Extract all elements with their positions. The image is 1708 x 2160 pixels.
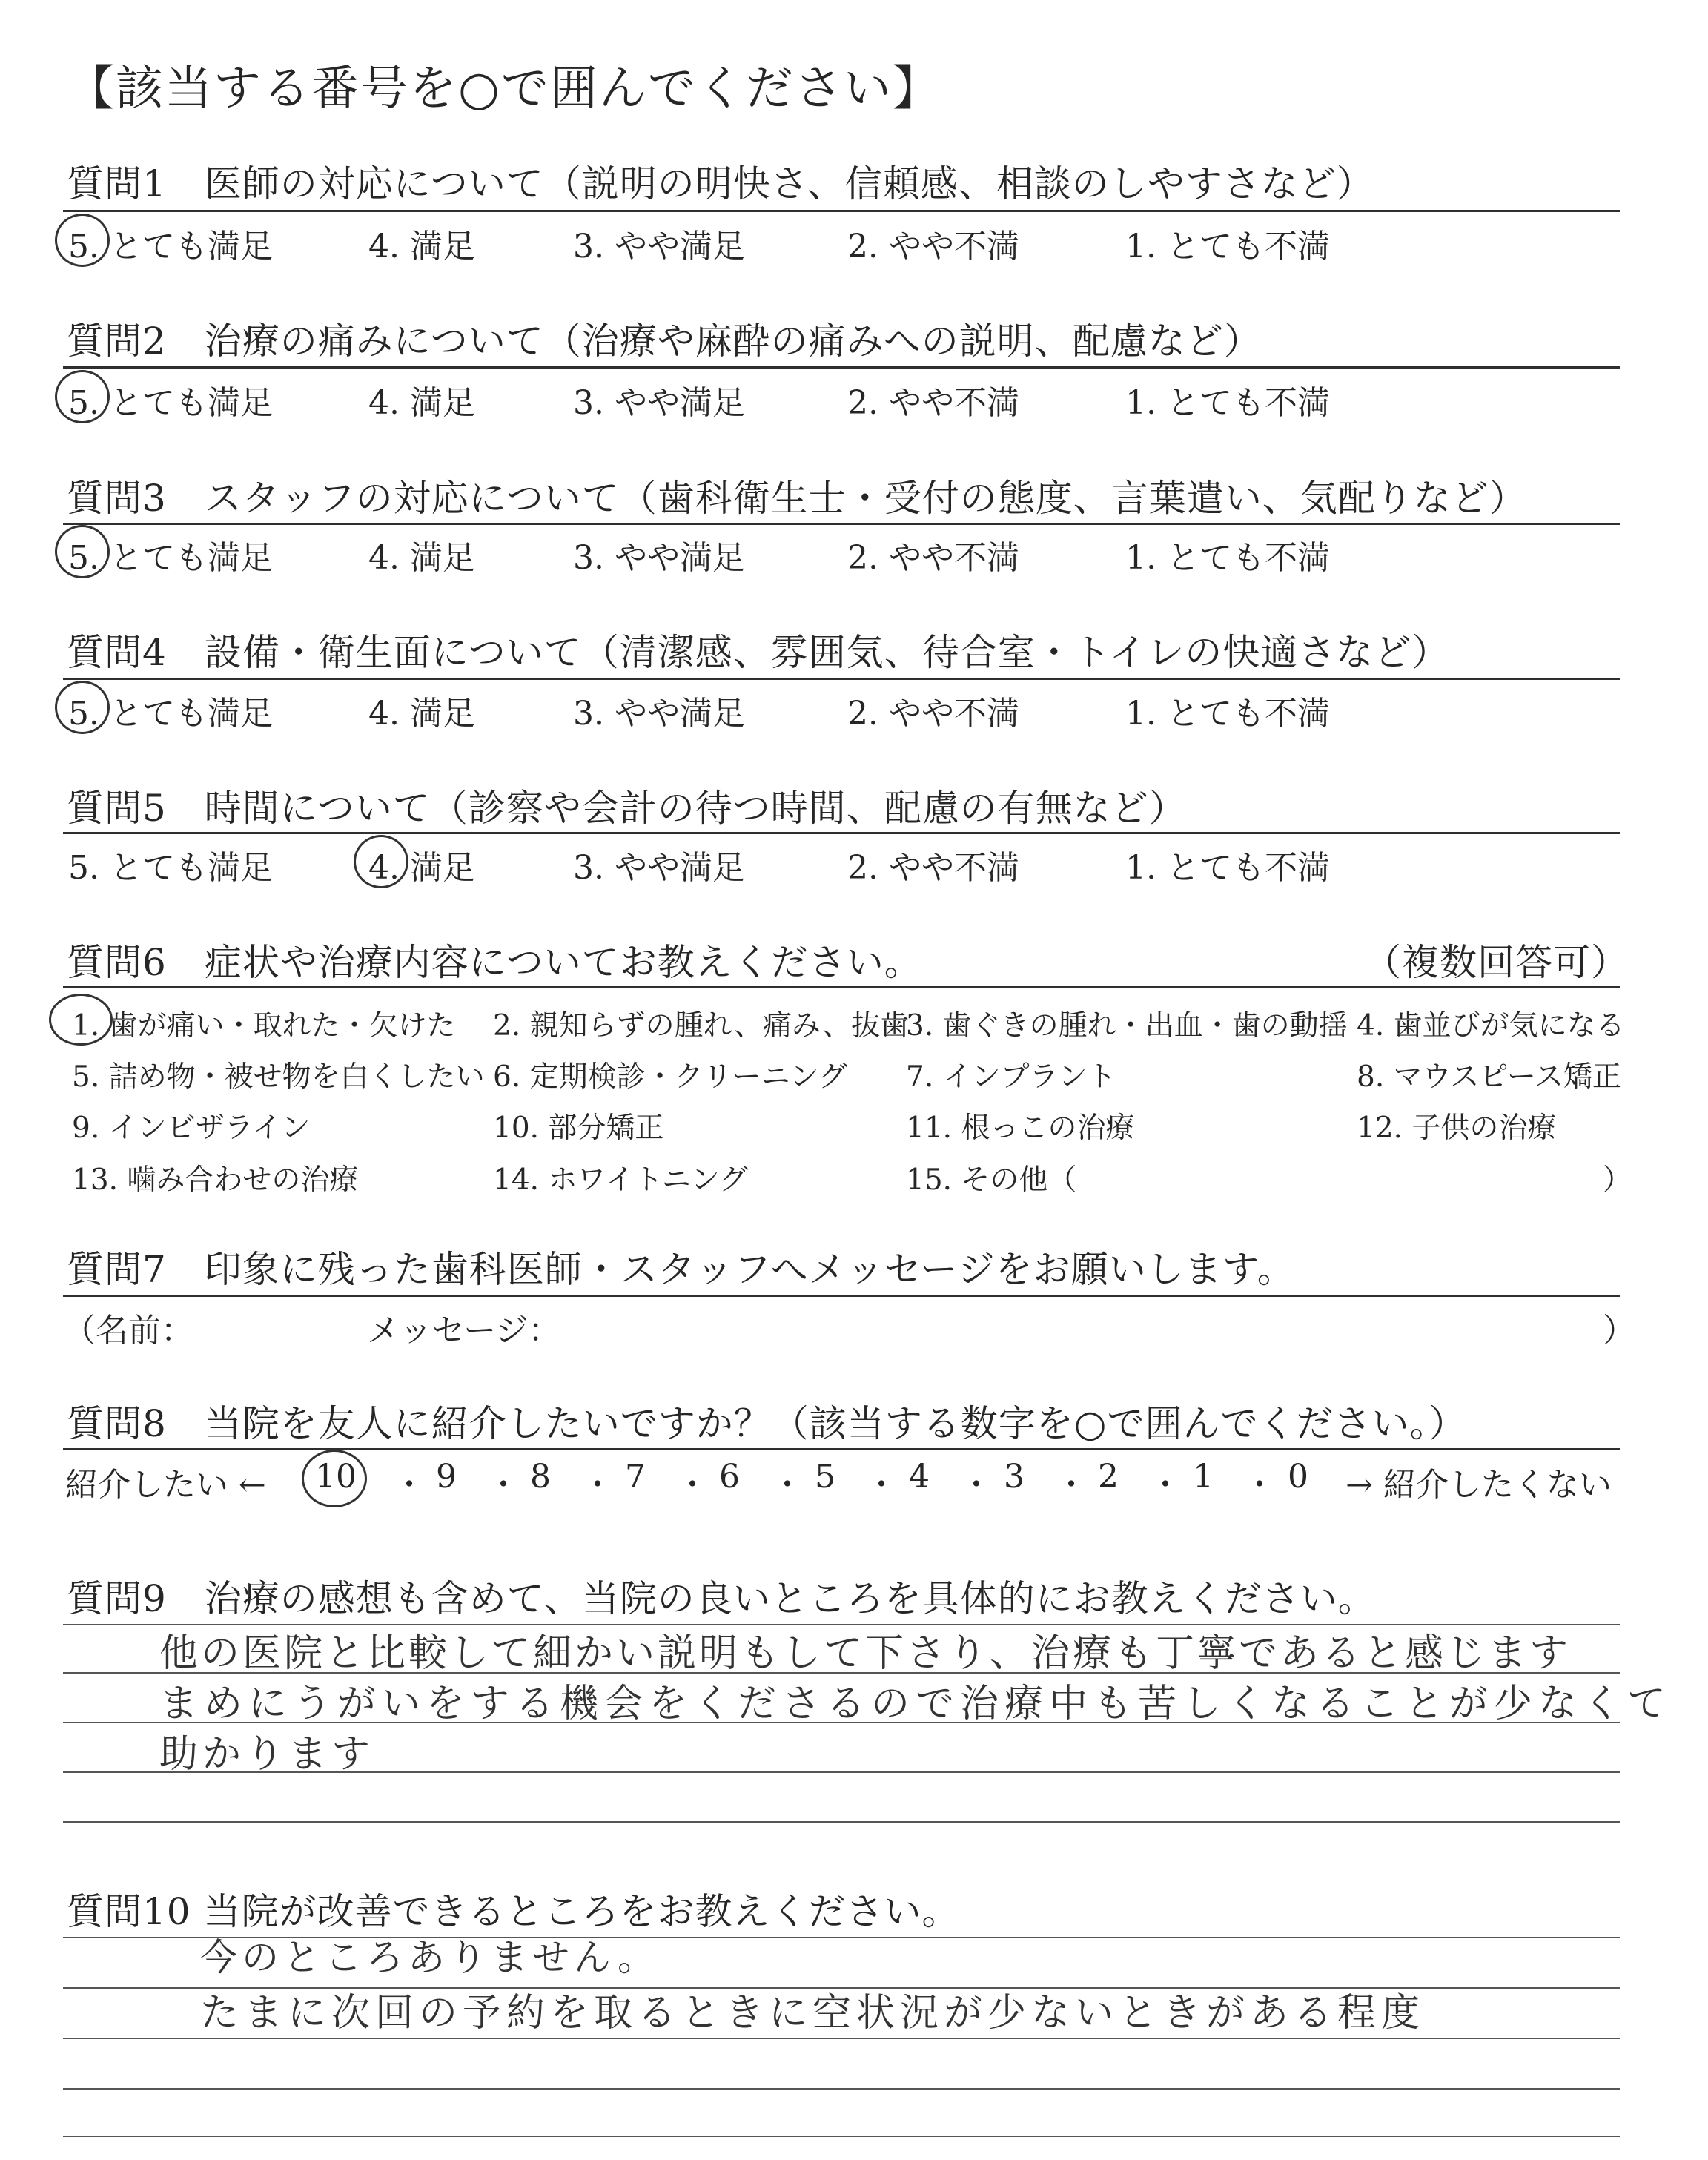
- q7-close-paren: ）: [1603, 1312, 1635, 1350]
- q8-left-label: 紹介したい ←: [65, 1466, 266, 1504]
- q8-separator-dot: ・: [960, 1466, 993, 1504]
- q1-header: 質問1 医師の対応について（説明の明快さ、信頼感、相談のしやすさなど）: [67, 162, 1374, 205]
- q8-scale-value[interactable]: 9: [436, 1458, 457, 1496]
- q7-header: 質問7 印象に残った歯科医師・スタッフへメッセージをお願いします。: [67, 1248, 1295, 1291]
- q6-close-paren: ）: [1603, 1163, 1632, 1197]
- q10-answer-line: [63, 2088, 1620, 2090]
- q4-option-5[interactable]: 5. とても満足: [68, 695, 273, 733]
- q8-separator-dot: ・: [771, 1466, 804, 1504]
- q6-rule: [63, 986, 1620, 988]
- q8-scale-value[interactable]: 6: [719, 1458, 740, 1496]
- q2-answer-circle: [55, 370, 110, 423]
- q2-option-1[interactable]: 1. とても不満: [1125, 384, 1330, 422]
- q6-item[interactable]: 12. 子供の治療: [1357, 1112, 1557, 1145]
- q1-option-4[interactable]: 4. 満足: [368, 228, 475, 265]
- q8-answer-circle: [302, 1450, 367, 1507]
- q9-answer-line: [63, 1821, 1620, 1823]
- q6-item[interactable]: 9. インビザライン: [72, 1112, 311, 1145]
- q8-scale-value[interactable]: 3: [1004, 1458, 1025, 1496]
- q7-name-label: （名前：: [63, 1312, 193, 1350]
- q7-rule: [63, 1295, 1620, 1297]
- q8-separator-dot: ・: [393, 1466, 426, 1504]
- q3-option-3[interactable]: 3. やや満足: [573, 539, 745, 577]
- q6-note: （複数回答可）: [1364, 941, 1629, 984]
- q8-scale-value[interactable]: 5: [815, 1458, 835, 1496]
- q1-option-5[interactable]: 5. とても満足: [68, 228, 273, 265]
- q5-option-1[interactable]: 1. とても不満: [1125, 849, 1330, 887]
- q6-item[interactable]: 1. 歯が痛い・取れた・欠けた: [72, 1009, 456, 1043]
- q6-item[interactable]: 2. 親知らずの腫れ、痛み、抜歯: [493, 1009, 910, 1043]
- q4-option-3[interactable]: 3. やや満足: [573, 695, 745, 733]
- q3-option-2[interactable]: 2. やや不満: [847, 539, 1019, 577]
- q4-option-1[interactable]: 1. とても不満: [1125, 695, 1330, 733]
- q5-answer-circle: [354, 835, 408, 888]
- q8-scale-value[interactable]: 2: [1098, 1458, 1119, 1496]
- q8-scale-value[interactable]: 4: [909, 1458, 930, 1496]
- q6-item[interactable]: 13. 噛み合わせの治療: [72, 1163, 359, 1197]
- q9-handwritten-line: 他の医院と比較して細かい説明もして下さり、治療も丁寧であると感じます: [159, 1631, 1572, 1676]
- q1-rule: [63, 210, 1620, 212]
- q6-item[interactable]: 8. マウスピース矯正: [1357, 1060, 1621, 1094]
- q8-separator-dot: ・: [1243, 1466, 1276, 1504]
- q8-separator-dot: ・: [676, 1466, 709, 1504]
- q8-separator-dot: ・: [865, 1466, 898, 1504]
- q8-scale-value[interactable]: 0: [1288, 1458, 1308, 1496]
- q10-answer-line: [63, 2038, 1620, 2039]
- q4-option-4[interactable]: 4. 満足: [368, 695, 475, 733]
- q3-header: 質問3 スタッフの対応について（歯科衛生士・受付の態度、言葉遣い、気配りなど）: [67, 477, 1527, 520]
- q5-option-2[interactable]: 2. やや不満: [847, 849, 1019, 887]
- q5-rule: [63, 832, 1620, 834]
- q8-header: 質問8 当院を友人に紹介したいですか？（該当する数字を○で囲んでください。）: [67, 1402, 1467, 1445]
- q8-scale-value[interactable]: 1: [1193, 1458, 1214, 1496]
- q8-separator-dot: ・: [1055, 1466, 1088, 1504]
- q1-answer-circle: [55, 214, 110, 267]
- q5-header: 質問5 時間について（診察や会計の待つ時間、配慮の有無など）: [67, 787, 1187, 830]
- q6-answer-circle: [49, 994, 113, 1046]
- q8-separator-dot: ・: [1149, 1466, 1182, 1504]
- q10-handwritten-line: 今のところありません。: [200, 1936, 659, 1979]
- q10-handwritten-line: たまに次回の予約を取るときに空状況が少ないときがある程度: [200, 1991, 1426, 2035]
- q8-right-label: → 紹介したくない: [1345, 1466, 1612, 1504]
- q5-option-3[interactable]: 3. やや満足: [573, 849, 745, 887]
- q9-header: 質問9 治療の感想も含めて、当院の良いところを具体的にお教えください。: [67, 1577, 1376, 1620]
- q2-option-3[interactable]: 3. やや満足: [573, 384, 745, 422]
- q10-header: 質問10 当院が改善できるところをお教えください。: [67, 1890, 960, 1933]
- q3-option-5[interactable]: 5. とても満足: [68, 539, 273, 577]
- q4-answer-circle: [55, 681, 110, 734]
- q8-rule: [63, 1448, 1620, 1450]
- q6-item[interactable]: 4. 歯並びが気になる: [1357, 1009, 1625, 1043]
- q1-option-2[interactable]: 2. やや不満: [847, 228, 1019, 265]
- q2-rule: [63, 366, 1620, 369]
- q2-option-5[interactable]: 5. とても満足: [68, 384, 273, 422]
- q1-option-3[interactable]: 3. やや満足: [573, 228, 745, 265]
- q2-option-2[interactable]: 2. やや不満: [847, 384, 1019, 422]
- q6-item[interactable]: 7. インプラント: [906, 1060, 1116, 1094]
- q8-separator-dot: ・: [581, 1466, 614, 1504]
- q6-header: 質問6 症状や治療内容についてお教えください。: [67, 941, 922, 984]
- q8-scale-value[interactable]: 8: [530, 1458, 551, 1496]
- q3-rule: [63, 523, 1620, 525]
- q8-separator-dot: ・: [487, 1466, 520, 1504]
- q1-option-1[interactable]: 1. とても不満: [1125, 228, 1330, 265]
- q6-item[interactable]: 3. 歯ぐきの腫れ・出血・歯の動揺: [906, 1009, 1348, 1043]
- q8-scale-value[interactable]: 10: [315, 1458, 357, 1496]
- q6-item[interactable]: 11. 根っこの治療: [906, 1112, 1135, 1145]
- q2-option-4[interactable]: 4. 満足: [368, 384, 475, 422]
- q4-rule: [63, 678, 1620, 680]
- q2-header: 質問2 治療の痛みについて（治療や麻酔の痛みへの説明、配慮など）: [67, 320, 1262, 363]
- q4-header: 質問4 設備・衛生面について（清潔感、雰囲気、待合室・トイレの快適さなど）: [67, 631, 1450, 674]
- q3-option-1[interactable]: 1. とても不満: [1125, 539, 1330, 577]
- q9-handwritten-line: まめにうがいをする機会をくださるので治療中も苦しくなることが少なくて: [159, 1682, 1672, 1726]
- q4-option-2[interactable]: 2. やや不満: [847, 695, 1019, 733]
- page-title: 【該当する番号を○で囲んでください】: [67, 62, 941, 116]
- q6-item[interactable]: 15. その他（: [906, 1163, 1077, 1197]
- q5-option-5[interactable]: 5. とても満足: [68, 849, 273, 887]
- q9-handwritten-line: 助かります: [159, 1732, 375, 1777]
- q10-answer-line: [63, 2136, 1620, 2137]
- q5-option-4[interactable]: 4. 満足: [368, 849, 475, 887]
- q6-item[interactable]: 14. ホワイトニング: [493, 1163, 748, 1197]
- q6-item[interactable]: 6. 定期検診・クリーニング: [493, 1060, 847, 1094]
- q8-scale-value[interactable]: 7: [625, 1458, 646, 1496]
- q6-item[interactable]: 5. 詰め物・被せ物を白くしたい: [72, 1060, 485, 1094]
- q3-option-4[interactable]: 4. 満足: [368, 539, 475, 577]
- q7-message-label: メッセージ：: [367, 1312, 561, 1350]
- q3-answer-circle: [55, 525, 110, 578]
- q6-item[interactable]: 10. 部分矯正: [493, 1112, 664, 1145]
